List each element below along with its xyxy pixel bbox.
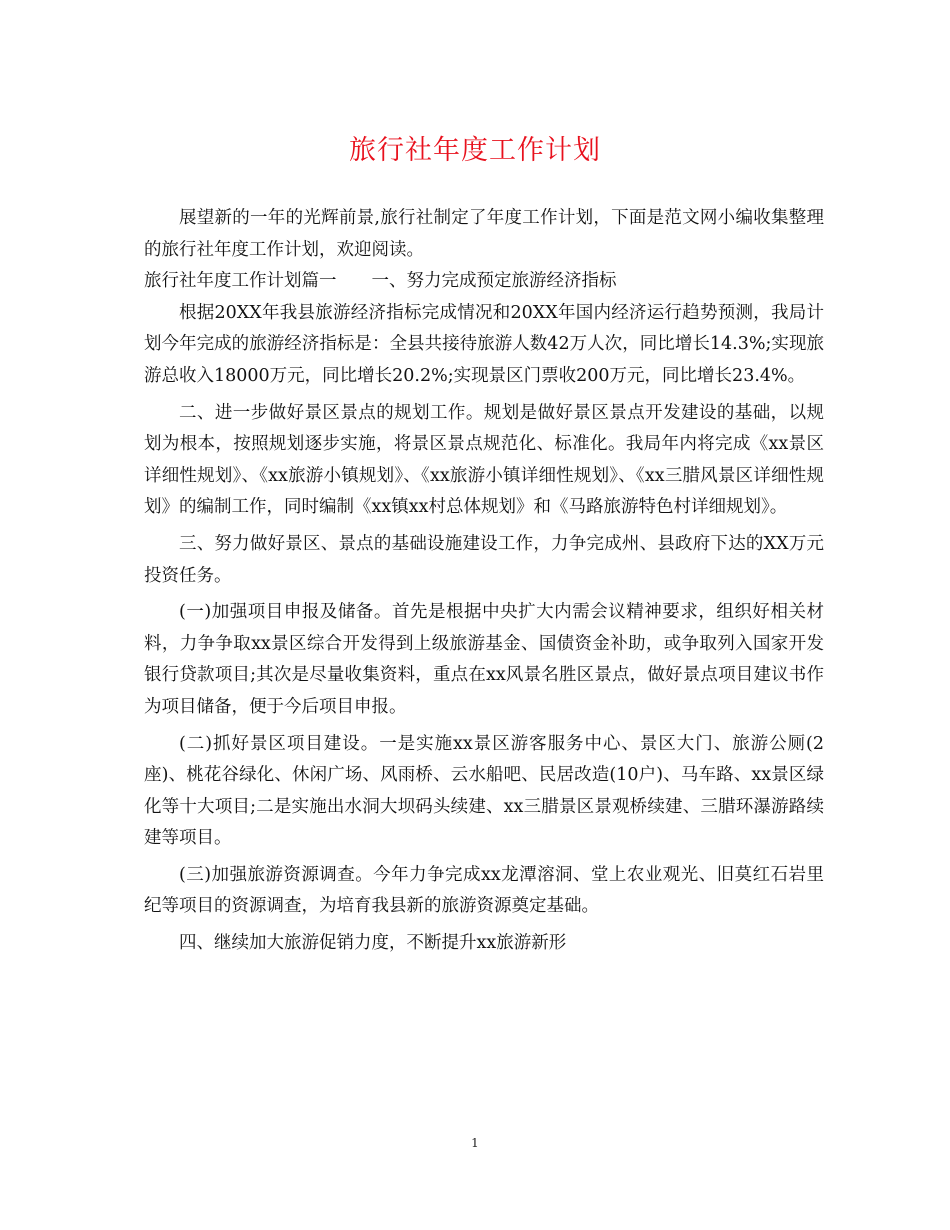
page-number: 1: [471, 1136, 479, 1150]
paragraph-project-application: (一)加强项目申报及储备。首先是根据中央扩大内需会议精神要求，组织好相关材料，力争争取xx景区综合开发得到上级旅游基金、国债资金补助，或争取列入国家开发银行贷款项目;其次是尽量收集资料，重点在xx风景名胜区景点，做好景点项目建议书作为项目储备，便于今后项目申报。: [144, 602, 824, 717]
intro-paragraph: 展望新的一年的光辉前景,旅行社制定了年度工作计划，下面是范文网小编收集整理的旅行社年度工作计划，欢迎阅读。: [144, 208, 824, 260]
paragraph-promotion: 四、继续加大旅游促销力度，不断提升xx旅游新形: [179, 933, 567, 954]
paragraph-infrastructure: 三、努力做好景区、景点的基础设施建设工作，力争完成州、县政府下达的XX万元投资任务。: [144, 533, 824, 586]
paragraph-targets: 根据20XX年我县旅游经济指标完成情况和20XX年国内经济运行趋势预测，我局计划今年完成的旅游经济指标是：全县共接待旅游人数42万人次，同比增长14.3%;实现旅游总收入18000万元，同比增长20.2%;实现景区门票收200万元，同比增长23.4%。: [144, 302, 824, 386]
document-body: [144, 203, 824, 960]
paragraph-resource-survey: (三)加强旅游资源调查。今年力争完成xx龙潭溶洞、堂上农业观光、旧莫红石岩里纪等项目的资源调查，为培育我县新的旅游资源奠定基础。: [144, 864, 824, 917]
document-title: 旅行社年度工作计划: [349, 135, 601, 166]
section-heading: 旅行社年度工作计划篇一 一、努力完成预定旅游经济指标: [144, 271, 617, 292]
paragraph-project-construction: (二)抓好景区项目建设。一是实施xx景区游客服务中心、景区大门、旅游公厕(2座)、桃花谷绿化、休闲广场、风雨桥、云水船吧、民居改造(10户)、马车路、xx景区绿化等十大项目;二是实施出水洞大坝码头续建、xx三腊景区景观桥续建、三腊环瀑游路续建等项目。: [144, 733, 824, 849]
paragraph-planning: 二、进一步做好景区景点的规划工作。规划是做好景区景点开发建设的基础，以规划为根本，按照规划逐步实施，将景区景点规范化、标准化。我局年内将完成《xx景区详细性规划》、《xx旅游小镇规划》、《xx旅游小镇详细性规划》、《xx三腊风景区详细性规划》的编制工作，同时编制《xx镇xx村总体规划》和《马路旅游特色村详细规划》。: [144, 402, 824, 518]
